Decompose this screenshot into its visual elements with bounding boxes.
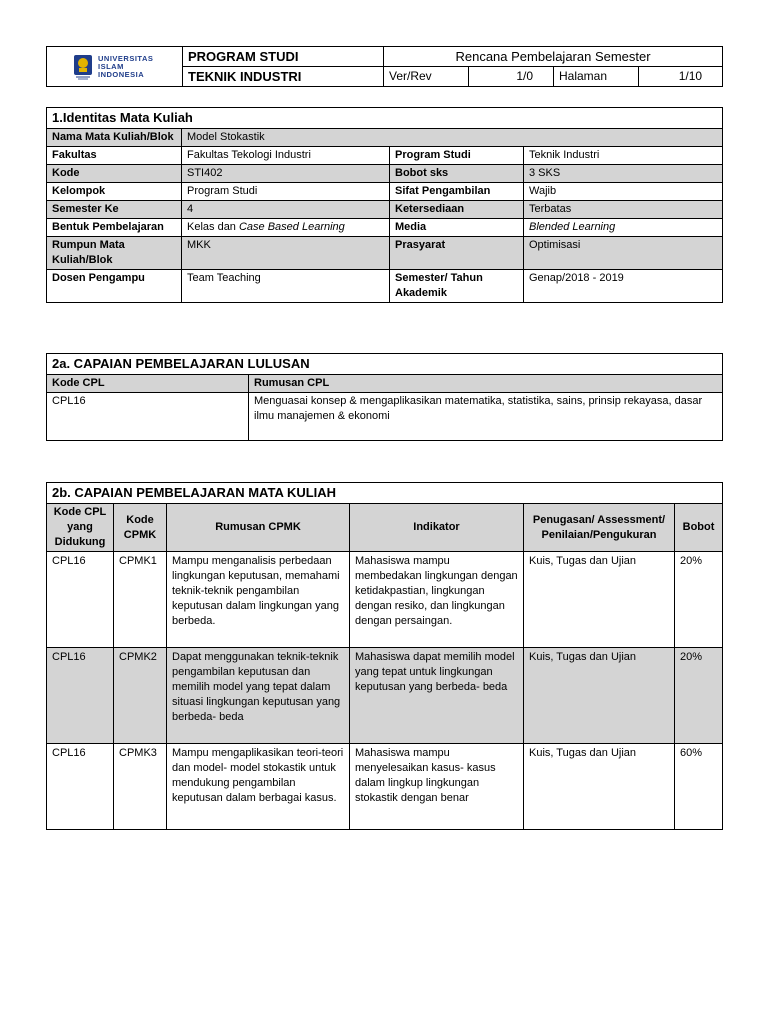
- document-header: [46, 46, 723, 87]
- column-header: Penugasan/ Assessment/ Penilaian/Pengukuran: [524, 504, 675, 552]
- university-logo: [73, 54, 178, 80]
- table-row: [47, 219, 723, 237]
- cpl-code: CPL16: [47, 744, 114, 830]
- assessment: Kuis, Tugas dan Ujian: [524, 744, 675, 830]
- cpl-table: [46, 353, 723, 441]
- program-label: PROGRAM STUDI: [183, 47, 384, 67]
- document-title: Rencana Pembelajaran Semester: [384, 47, 723, 67]
- field-value: MKK: [182, 237, 390, 270]
- field-value: Optimisasi: [524, 237, 723, 270]
- table-header-row: [47, 375, 723, 393]
- program-name: TEKNIK INDUSTRI: [183, 67, 384, 87]
- field-label: Rumpun Mata Kuliah/Blok: [47, 237, 182, 270]
- page-label: Halaman: [554, 67, 639, 87]
- weight: 60%: [675, 744, 723, 830]
- field-value: Terbatas: [524, 201, 723, 219]
- field-label: Ketersediaan: [390, 201, 524, 219]
- field-value-italic: Case Based Learning: [238, 221, 345, 233]
- table-row: [47, 129, 723, 147]
- weight: 20%: [675, 648, 723, 744]
- version-label: Ver/Rev: [384, 67, 469, 87]
- field-label: Bobot sks: [390, 165, 524, 183]
- indicator: Mahasiswa dapat memilih model yang tepat untuk lingkungan keputusan yang berbeda- beda: [350, 648, 524, 744]
- field-value: [524, 219, 723, 237]
- field-label: Nama Mata Kuliah/Blok: [47, 129, 182, 147]
- table-row: [47, 147, 723, 165]
- page-value: 1/10: [639, 67, 723, 87]
- cpmk-code: CPMK3: [114, 744, 167, 830]
- field-value: Team Teaching: [182, 270, 390, 303]
- field-value: Genap/2018 - 2019: [524, 270, 723, 303]
- table-row: [47, 237, 723, 270]
- assessment: Kuis, Tugas dan Ujian: [524, 552, 675, 648]
- section-title: 2b. CAPAIAN PEMBELAJARAN MATA KULIAH: [47, 483, 723, 504]
- logo-line-3: INDONESIA: [98, 69, 145, 79]
- field-label: Kode: [47, 165, 182, 183]
- table-header-row: [47, 504, 723, 552]
- cpmk-table: [46, 482, 723, 830]
- field-value-text: Kelas dan: [187, 221, 239, 233]
- field-value: Program Studi: [182, 183, 390, 201]
- identity-table: [46, 107, 723, 303]
- field-value: STI402: [182, 165, 390, 183]
- cpmk-formula: Mampu menganalisis perbedaan lingkungan keputusan, memahami teknik-teknik pengambilan keputusan dalam lingkungan yang berbeda.: [167, 552, 350, 648]
- cpl-formula: Menguasai konsep & mengaplikasikan matematika, statistika, sains, prinsip rekayasa, dasar ilmu manajemen & ekonomi: [249, 393, 723, 441]
- indicator: Mahasiswa mampu menyelesaikan kasus- kasus dalam lingkup lingkungan stokastik dengan benar: [350, 744, 524, 830]
- field-value: Wajib: [524, 183, 723, 201]
- field-label: Sifat Pengambilan: [390, 183, 524, 201]
- cpmk-formula: Mampu mengaplikasikan teori-teori dan model- model stokastik untuk mendukung pengambilan keputusan dalam berbagai kasus.: [167, 744, 350, 830]
- table-row: [47, 552, 723, 648]
- assessment: Kuis, Tugas dan Ujian: [524, 648, 675, 744]
- column-header: Indikator: [350, 504, 524, 552]
- weight: 20%: [675, 552, 723, 648]
- field-value: Fakultas Tekologi Industri: [182, 147, 390, 165]
- field-label: Program Studi: [390, 147, 524, 165]
- field-label: Fakultas: [47, 147, 182, 165]
- logo-cell: [47, 47, 183, 87]
- table-row: [47, 648, 723, 744]
- logo-line-2: ISLAM: [98, 61, 124, 71]
- field-value-italic: Blended Learning: [529, 221, 616, 233]
- cpmk-code: CPMK2: [114, 648, 167, 744]
- field-label: Semester/ Tahun Akademik: [390, 270, 524, 303]
- field-value: 4: [182, 201, 390, 219]
- table-row: [47, 270, 723, 303]
- cpmk-code: CPMK1: [114, 552, 167, 648]
- table-row: [47, 201, 723, 219]
- logo-line-1: UNIVERSITAS: [98, 53, 154, 63]
- column-header: Bobot: [675, 504, 723, 552]
- field-label: Semester Ke: [47, 201, 182, 219]
- cpl-code: CPL16: [47, 393, 249, 441]
- table-row: [47, 165, 723, 183]
- indicator: Mahasiswa mampu membedakan lingkungan dengan ketidakpastian, lingkungan dengan resiko, dan lingkungan dengan persaingan.: [350, 552, 524, 648]
- cpl-code: CPL16: [47, 648, 114, 744]
- field-label: Bentuk Pembelajaran: [47, 219, 182, 237]
- column-header: Rumusan CPMK: [167, 504, 350, 552]
- field-value: 3 SKS: [524, 165, 723, 183]
- section-title: 1.Identitas Mata Kuliah: [47, 108, 723, 129]
- field-label: Dosen Pengampu: [47, 270, 182, 303]
- column-header: Kode CPL yang Didukung: [47, 504, 114, 552]
- column-header: Kode CPMK: [114, 504, 167, 552]
- field-value: Model Stokastik: [182, 129, 723, 147]
- table-row: [47, 744, 723, 830]
- cpl-code: CPL16: [47, 552, 114, 648]
- table-row: [47, 393, 723, 441]
- column-header: Rumusan CPL: [249, 375, 723, 393]
- table-row: [47, 183, 723, 201]
- uii-emblem-icon: [73, 54, 93, 80]
- cpmk-formula: Dapat menggunakan teknik-teknik pengambilan keputusan dan memilih model yang tepat dalam situasi lingkungan keputusan yang berbeda- beda: [167, 648, 350, 744]
- column-header: Kode CPL: [47, 375, 249, 393]
- field-label: Kelompok: [47, 183, 182, 201]
- field-value: Teknik Industri: [524, 147, 723, 165]
- version-value: 1/0: [469, 67, 554, 87]
- section-title: 2a. CAPAIAN PEMBELAJARAN LULUSAN: [47, 354, 723, 375]
- field-label: Prasyarat: [390, 237, 524, 270]
- field-label: Media: [390, 219, 524, 237]
- field-value: [182, 219, 390, 237]
